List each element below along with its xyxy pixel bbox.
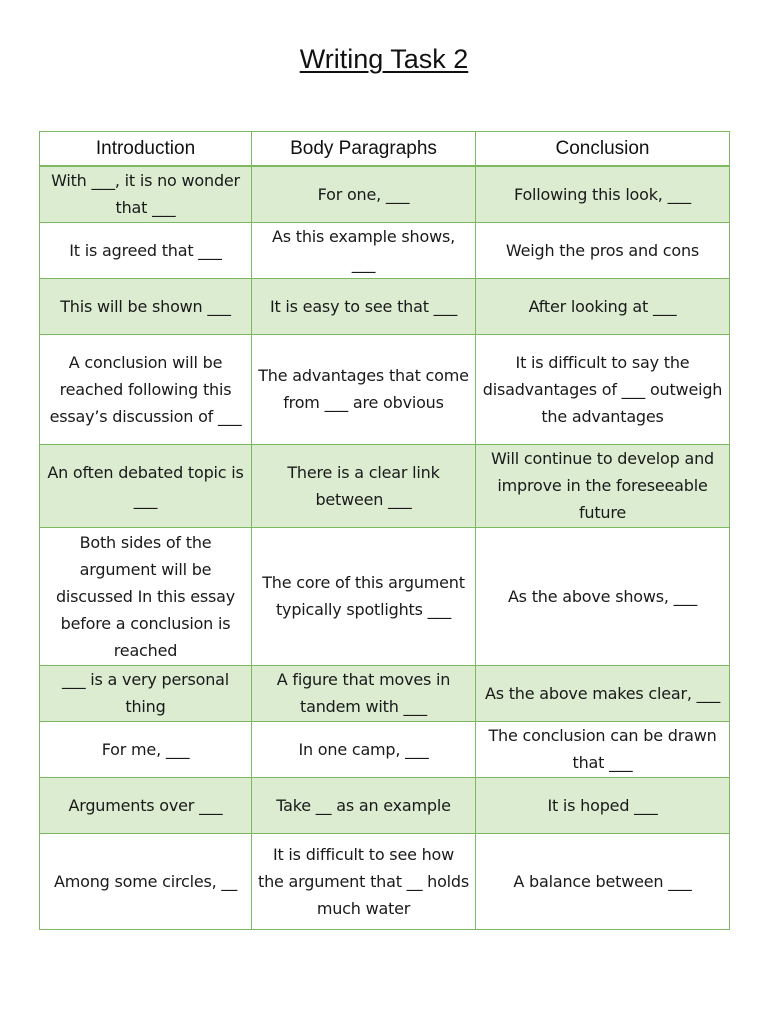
body-paragraphs-cell: It is easy to see that ___ (252, 278, 476, 334)
table-row (40, 527, 730, 665)
body-paragraphs-cell: It is difficult to see how the argument that __ holds much water (252, 833, 476, 929)
body-paragraphs-cell: A figure that moves in tandem with ___ (252, 665, 476, 721)
conclusion-cell: As the above shows, ___ (476, 527, 730, 665)
column-header-conclusion: Conclusion (476, 132, 730, 167)
introduction-cell: Arguments over ___ (40, 777, 252, 833)
introduction-cell: An often debated topic is ___ (40, 444, 252, 527)
table-row (40, 334, 730, 444)
introduction-cell: Among some circles, __ (40, 833, 252, 929)
page-title: Writing Task 2 (299, 44, 469, 74)
column-header-introduction: Introduction (40, 132, 252, 167)
introduction-cell: For me, ___ (40, 721, 252, 777)
body-paragraphs-cell: For one, ___ (252, 166, 476, 222)
phrase-table (39, 131, 730, 930)
conclusion-cell: It is hoped ___ (476, 777, 730, 833)
table-row (40, 444, 730, 527)
conclusion-cell: Following this look, ___ (476, 166, 730, 222)
body-paragraphs-cell: The core of this argument typically spotlights ___ (252, 527, 476, 665)
conclusion-cell: Will continue to develop and improve in the foreseeable future (476, 444, 730, 527)
introduction-cell: With ___, it is no wonder that ___ (40, 166, 252, 222)
introduction-cell: ___ is a very personal thing (40, 665, 252, 721)
table-row (40, 721, 730, 777)
body-paragraphs-cell: The advantages that come from ___ are obvious (252, 334, 476, 444)
introduction-cell: Both sides of the argument will be discussed In this essay before a conclusion is reached (40, 527, 252, 665)
introduction-cell: This will be shown ___ (40, 278, 252, 334)
introduction-cell: It is agreed that ___ (40, 222, 252, 278)
table-row (40, 166, 730, 222)
body-paragraphs-cell: Take __ as an example (252, 777, 476, 833)
conclusion-cell: The conclusion can be drawn that ___ (476, 721, 730, 777)
conclusion-cell: A balance between ___ (476, 833, 730, 929)
conclusion-cell: As the above makes clear, ___ (476, 665, 730, 721)
conclusion-cell: After looking at ___ (476, 278, 730, 334)
table-row (40, 222, 730, 278)
conclusion-cell: It is difficult to say the disadvantages of ___ outweigh the advantages (476, 334, 730, 444)
body-paragraphs-cell: As this example shows, ___ (252, 222, 476, 278)
table-row (40, 665, 730, 721)
table-row (40, 777, 730, 833)
body-paragraphs-cell: There is a clear link between ___ (252, 444, 476, 527)
body-paragraphs-cell: In one camp, ___ (252, 721, 476, 777)
conclusion-cell: Weigh the pros and cons (476, 222, 730, 278)
table-row (40, 278, 730, 334)
header-row (40, 132, 730, 167)
table-row (40, 833, 730, 929)
introduction-cell: A conclusion will be reached following this essay’s discussion of ___ (40, 334, 252, 444)
column-header-body-paragraphs: Body Paragraphs (252, 132, 476, 167)
